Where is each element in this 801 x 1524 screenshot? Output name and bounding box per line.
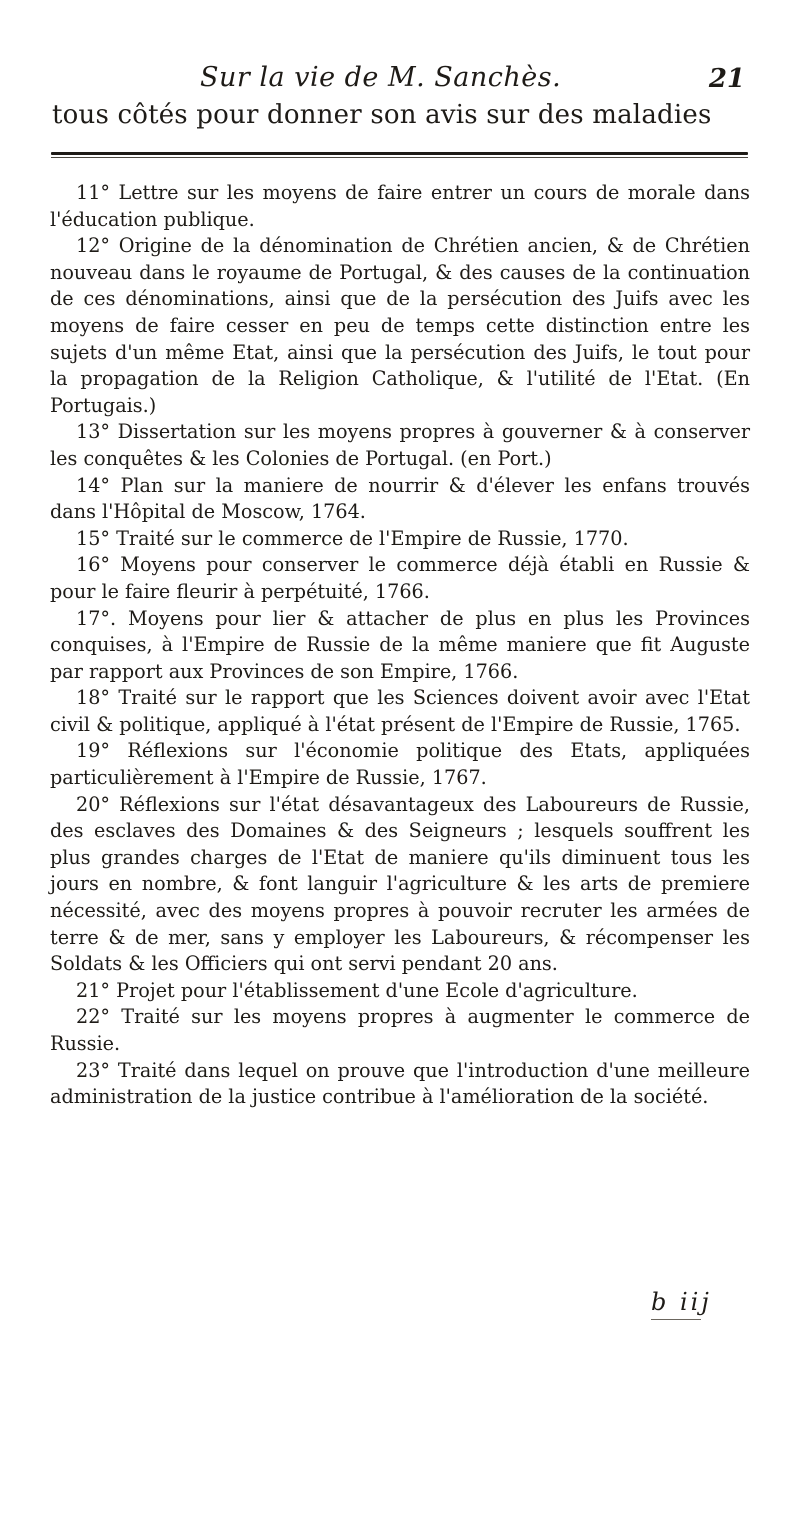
list-item: 19° Réflexions sur l'économie politique des Etats, appliquées particulièrement à l'Empire de Russie, 1767.	[50, 739, 750, 790]
list-item: 18° Traité sur le rapport que les Sciences doivent avoir avec l'Etat civil & politique, appliqué à l'état présent de l'Empire de Russie, 1765.	[50, 686, 750, 736]
carry-over-line: tous côtés pour donner son avis sur des maladies	[52, 100, 712, 130]
running-title: Sur la vie de M. Sanchès.	[200, 62, 562, 93]
list-item: 11° Lettre sur les moyens de faire entrer un cours de morale dans l'éducation publique.	[50, 181, 750, 231]
signature-underline	[651, 1319, 701, 1320]
page-number: 21	[708, 64, 745, 94]
list-item: 15° Traité sur le commerce de l'Empire de Russie, 1770.	[76, 526, 629, 550]
list-item: 12° Origine de la dénomination de Chrétien ancien, & de Chrétien nouveau dans le royaume de Portugal, & des causes de la continuation de ces dénominations, ainsi que de la persécution des Juifs avec les moyens de faire cesser en peu de temps cette distinction entre les sujets d'un même Etat, ainsi que la persécution des Juifs, le tout pour la propagation de la Religion Catholique, & l'utilité de l'Etat. (En Portugais.)	[50, 234, 750, 417]
list-item: 13° Dissertation sur les moyens propres à gouverner & à conserver les conquêtes & les Colonies de Portugal. (en Port.)	[50, 420, 750, 470]
list-item: 17°. Moyens pour lier & attacher de plus en plus les Provinces conquises, à l'Empire de Russie de la même maniere que fit Auguste par rapport aux Provinces de son Empire, 1766.	[50, 606, 750, 683]
list-item: 22° Traité sur les moyens propres à augmenter le commerce de Russie.	[50, 1005, 750, 1055]
running-head	[200, 62, 745, 98]
works-list	[50, 180, 750, 1111]
list-item: 14° Plan sur la maniere de nourrir & d'élever les enfans trouvés dans l'Hôpital de Moscow, 1764.	[50, 473, 750, 524]
list-item: 16° Moyens pour conserver le commerce déjà établi en Russie & pour le faire fleurir à perpétuité, 1766.	[50, 553, 750, 603]
list-item: 20° Réflexions sur l'état désavantageux des Laboureurs de Russie, des esclaves des Domaines & des Seigneurs ; lesquels souffrent les plus grandes charges de l'Etat de maniere qu'ils diminuent tous les jours en nombre, & font languir l'agriculture & les arts de premiere nécessité, avec des moyens propres à pouvoir recruter les armées de terre & de mer, sans y employer les Laboureurs, & récompenser les Soldats & les Officiers qui ont servi pendant 20 ans.	[50, 792, 750, 976]
list-item: 21° Projet pour l'établissement d'une Ecole d'agriculture.	[76, 978, 638, 1002]
list-item: 23° Traité dans lequel on prouve que l'introduction d'une meilleure administration de la justice contribue à l'amélioration de la société.	[50, 1058, 750, 1109]
section-rule	[51, 152, 748, 155]
signature-mark: b iij	[651, 1288, 712, 1316]
section-rule-thin	[51, 157, 748, 158]
